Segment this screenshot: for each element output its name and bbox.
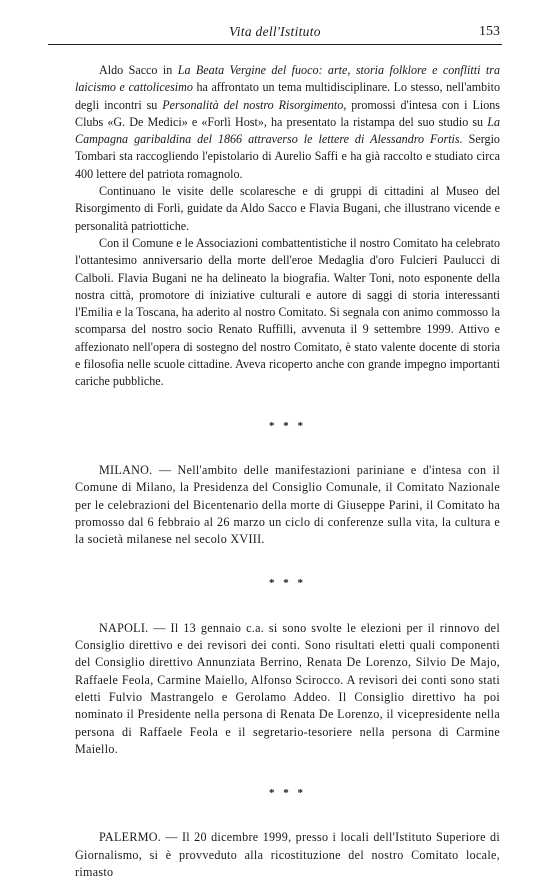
paragraph-napoli: NAPOLI. — Il 13 gennaio c.a. si sono svolte le elezioni per il rinnovo del Consiglio direttivo e dei revisori dei conti. Sono risultati eletti quali componenti del Consiglio direttivo Annunziata Berrino, Renata De Lorenzo, Silvio De Majo, Raffaele Feola, Carmine Maiello, Alfonso Scirocco. A revisori dei conti sono stati eletti Fulvio Mastrangelo e Gerolamo Addeo. Il Consiglio direttivo ha poi nominato il Presidente nella persona di Renata De Lorenzo, il vicepresidente nella persona di Raffaele Feola e il segretario-tesoriere nella persona di Carmine Maiello. xyxy=(75,620,500,756)
section-divider: * * * xyxy=(269,787,306,800)
paragraph-forli-visits: Continuano le visite delle scolaresche e di gruppi di cittadini al Museo del Risorgimento di Forlì, guidate da Aldo Sacco e Flavia Bugani, che illustrano vicende e personalità patriottiche. xyxy=(75,184,500,233)
text-run: Aldo Sacco in xyxy=(99,63,178,77)
section-divider: * * * xyxy=(269,577,306,590)
running-title: Vita dell'Istituto xyxy=(229,24,321,39)
paragraph-forli-commemoration: Con il Comune e le Associazioni combattentistiche il nostro Comitato ha celebrato l'ottantesimo anniversario della morte dell'eroe Medaglia d'oro Fulcieri Paulucci di Calboli. Flavia Bugani ne ha delineato la biografia. Walter Toni, noto esponente della nostra città, promotore di iniziative culturali e autore di saggi di storia interessanti l'Emilia e la Toscana, ha aderito al nostro Comitato. Si segnala con animo commosso la scomparsa del nostro socio Renato Ruffilli, avvenuta il 9 settembre 1999. Attivo e affezionato nell'opera di sostegno del nostro Comitato, è stato valente docente di storia e filosofia nelle scuole cittadine. Aveva ricoperto anche con grande impegno importanti cariche pubbliche. xyxy=(75,235,500,389)
paragraph-forli-publications xyxy=(75,62,500,183)
page-number: 153 xyxy=(479,24,500,39)
text-run: promossi d'intesa con i Lions Clubs «G. De Medici» e «Forlì Host», ha presentato la ristampa del suo studio su xyxy=(75,97,500,129)
page-body xyxy=(75,62,500,881)
paragraph-palermo: PALERMO. — Il 20 dicembre 1999, presso i locali dell'Istituto Superiore di Giornalismo, si è provveduto alla ricostituzione del nostro Comitato locale, rimasto xyxy=(75,830,500,879)
running-head xyxy=(48,22,502,45)
paragraph-milano: MILANO. — Nell'ambito delle manifestazioni pariniane e d'intesa con il Comune di Milano, la Presidenza del Consiglio Comunale, il Comitato Nazionale per le celebrazioni del Bicentenario della morte di Giuseppe Parini, il Comitato ha promosso dal 6 febbraio al 26 marzo un ciclo di conferenze sulla vita, la cultura e la società milanese nel secolo XVIII. xyxy=(75,462,500,547)
book-title-campagna: La Campagna garibaldina del 1866 attraverso le lettere di Alessandro Fortis. xyxy=(75,114,500,147)
text-run: Sergio Tombari sta raccogliendo l'epistolario di Aurelio Saffi e ha già raccolto e studiato circa 400 lettere del patriota romagnolo. xyxy=(75,132,500,181)
series-title-risorgimento: Personalità del nostro Risorgimento, xyxy=(162,97,347,112)
section-divider: * * * xyxy=(269,419,306,432)
book-title-beata-vergine: La Beata Vergine del fuoco: arte, storia folklore e conflitti tra laicismo e cattolicesimo xyxy=(75,63,500,95)
text-run: ha affrontato un tema multidisciplinare. Lo stesso, nell'ambito degli incontri su xyxy=(75,80,500,112)
